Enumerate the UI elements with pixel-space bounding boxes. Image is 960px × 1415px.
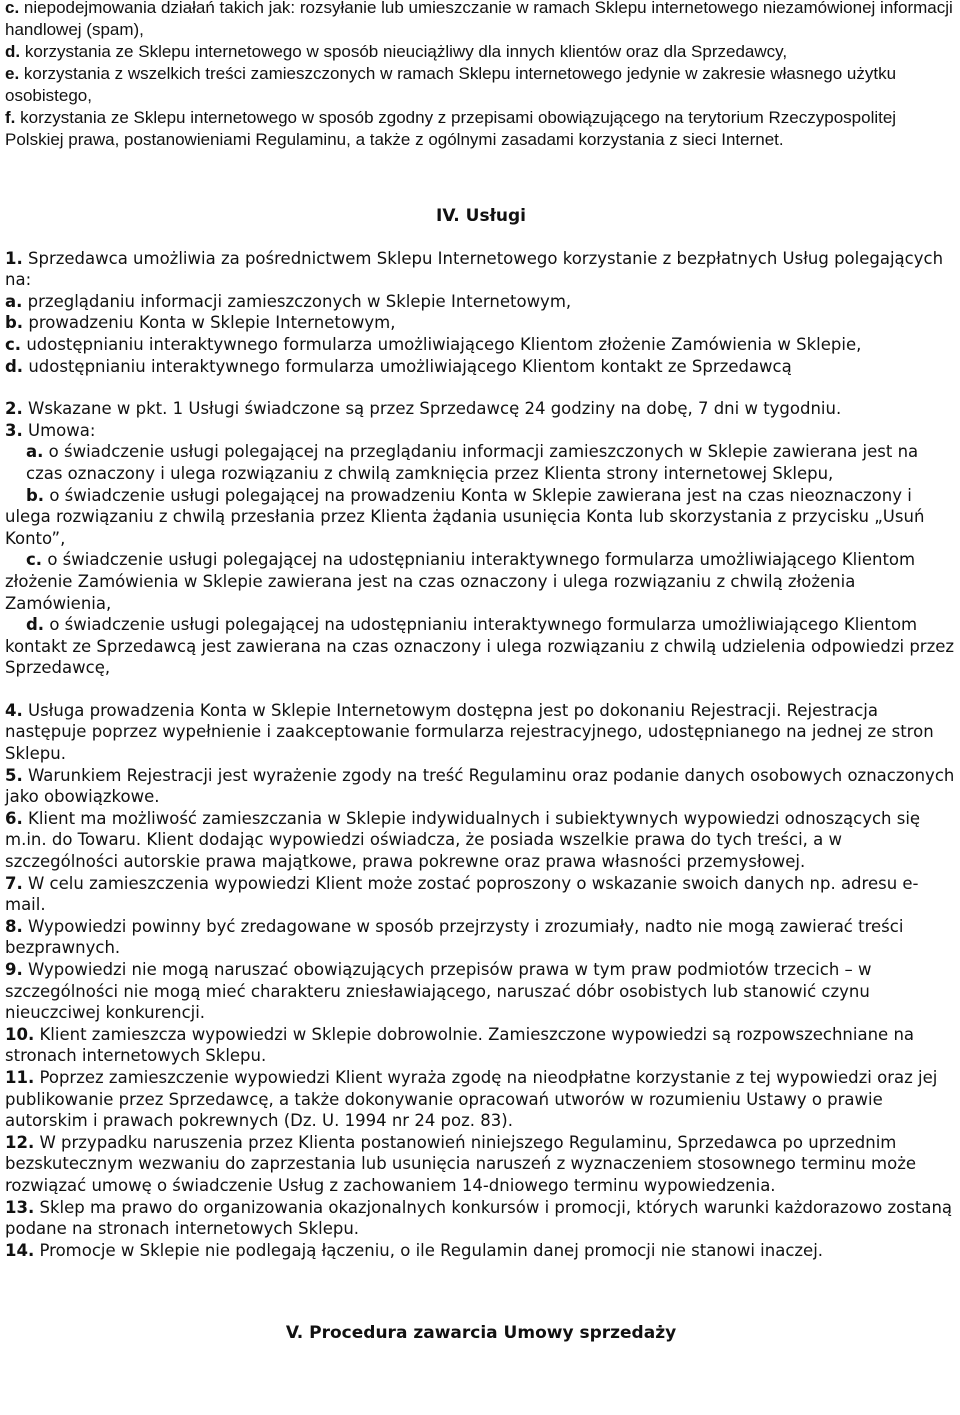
- section-heading-iv: IV. Usługi: [436, 206, 526, 226]
- list-item: [5, 873, 957, 916]
- item-text: udostępnianiu interaktywnego formularza umożliwiającego Klientom kontakt ze Sprzedawcą: [28, 356, 792, 376]
- item-text: o świadczenie usługi polegającej na udostępnianiu interaktywnego formularza umożliwiającego Klientom złożenie Zamówienia w Sklepie zawierana jest na czas oznaczony i ulega rozwiązaniu z chwilą złożenia Zamówienia,: [5, 550, 916, 613]
- list-item: [5, 1067, 957, 1132]
- item-text: udostępnianiu interaktywnego formularza umożliwiającego Klientom złożenie Zamówienia w Sklepie,: [26, 334, 862, 354]
- item-marker: b.: [5, 313, 24, 333]
- item-marker: 6.: [5, 808, 23, 828]
- item-marker: e.: [5, 64, 20, 83]
- item-marker: 13.: [5, 1197, 35, 1217]
- paragraph-1: [5, 248, 957, 291]
- item-text: Wskazane w pkt. 1 Usługi świadczone są przez Sprzedawcę 24 godziny na dobę, 7 dni w tygodniu.: [28, 399, 842, 419]
- item-marker: f.: [5, 108, 16, 127]
- item-text: Wypowiedzi powinny być zredagowane w sposób przejrzysty i zrozumiały, nadto nie mogą zawierać treści bezprawnych.: [5, 916, 904, 958]
- item-text: Warunkiem Rejestracji jest wyrażenie zgody na treść Regulaminu oraz podanie danych osobowych oznaczonych jako obowiązkowe.: [5, 765, 955, 807]
- item-text: Wypowiedzi nie mogą naruszać obowiązujących przepisów prawa w tym praw podmiotów trzecich – w szczególności nie mogą mieć charakteru zniesławiającego, naruszać dóbr osobistych lub stanowić czynu nieuczciwej konkurencji.: [5, 960, 872, 1023]
- item-text: o świadczenie usługi polegającej na prowadzeniu Konta w Sklepie zawierana jest na czas nieoznaczony i ulega rozwiązaniu z chwilą przesłania przez Klienta żądania usunięcia Konta lub skorzystania z przycisku „Usuń Konto”,: [5, 485, 925, 548]
- item-marker: 12.: [5, 1132, 35, 1152]
- item-text: W celu zamieszczenia wypowiedzi Klient może zostać poproszony o wskazanie swoich danych np. adresu e-mail.: [5, 873, 919, 915]
- list-item: [5, 1024, 957, 1067]
- list-item: [5, 1197, 957, 1240]
- item-marker: d.: [5, 42, 21, 61]
- list-item: [5, 1240, 957, 1262]
- item-marker: 14.: [5, 1240, 35, 1260]
- numbered-paragraphs: [5, 700, 957, 1261]
- item-text: Klient zamieszcza wypowiedzi w Sklepie dobrowolnie. Zamieszczone wypowiedzi są rozpowszechniane na stronach internetowych Sklepu.: [5, 1024, 915, 1066]
- item-marker: d.: [5, 356, 24, 376]
- list-item: [5, 700, 957, 765]
- item-text: Klient ma możliwość zamieszczania w Sklepie indywidualnych i subiektywnych wypowiedzi odnoszących się m.in. do Towaru. Klient dodając wypowiedzi oświadcza, że posiada wszelkie prawa do tych treści, a w szczególności autorskie prawa majątkowe, prawa pokrewne oraz prawa własności przemysłowej.: [5, 808, 921, 872]
- item-text: Poprzez zamieszczenie wypowiedzi Klient wyraża zgodę na nieodpłatne korzystanie z tej wypowiedzi oraz jej publikowanie przez Sprzedawcę, a także dokonywanie opracowań utworów w rozumieniu Ustawy o prawie autorskim i prawach pokrewnych (Dz. U. 1994 nr 24 poz. 83).: [5, 1067, 938, 1131]
- item-marker: 10.: [5, 1024, 35, 1044]
- item-marker: c.: [5, 0, 20, 17]
- item-marker: a.: [5, 291, 23, 311]
- item-marker: a.: [26, 442, 44, 462]
- list-item: [5, 485, 957, 550]
- item-text: korzystania ze Sklepu internetowego w sposób nieuciążliwy dla innych klientów oraz dla Sprzedawcy,: [24, 42, 788, 61]
- item-marker: d.: [26, 615, 45, 635]
- item-marker: 8.: [5, 916, 23, 936]
- item-marker: c.: [26, 550, 43, 570]
- list-item: [5, 63, 957, 107]
- list-item: [5, 0, 957, 41]
- item-marker: c.: [5, 334, 22, 354]
- list-item: [5, 441, 957, 484]
- item-marker: 2.: [5, 399, 23, 419]
- list-item: [5, 808, 957, 873]
- item-text: niepodejmowania działań takich jak: rozsyłanie lub umieszczanie w ramach Sklepu internetowego niezamówionej informacji handlowej (spam),: [5, 0, 953, 39]
- list-item: [5, 312, 957, 334]
- section-heading-v: V. Procedura zawarcia Umowy sprzedaży: [285, 1323, 677, 1344]
- item-text: korzystania ze Sklepu internetowego w sposób zgodny z przepisami obowiązującego na terytorium Rzeczypospolitej Polskiej prawa, postanowieniami Regulaminu, a także z ogólnymi zasadami korzystania z sieci Internet.: [5, 108, 897, 149]
- item-marker: 4.: [5, 700, 23, 720]
- list-item: [5, 549, 957, 614]
- list-item: [5, 614, 957, 679]
- list-item: [5, 356, 957, 378]
- item-text: Umowa:: [28, 420, 96, 440]
- list-item: [5, 334, 957, 356]
- list-item: [5, 765, 957, 808]
- item-text: Sprzedawca umożliwia za pośrednictwem Sklepu Internetowego korzystanie z bezpłatnych Usług polegających na:: [5, 248, 944, 290]
- item-marker: b.: [26, 485, 45, 505]
- list-item: [5, 959, 957, 1024]
- item-marker: 1.: [5, 248, 23, 268]
- item-text: W przypadku naruszenia przez Klienta postanowień niniejszego Regulaminu, Sprzedawca po uprzednim bezskutecznym wezwaniu do zaprzestania lub usunięcia naruszeń z wyznaczeniem stosownego terminu może rozwiązać umowę o świadczenie Usług z zachowaniem 14-dniowego terminu wypowiedzenia.: [5, 1132, 917, 1195]
- item-marker: 5.: [5, 765, 23, 785]
- intro-list: [5, 0, 957, 151]
- item-text: Sklep ma prawo do organizowania okazjonalnych konkursów i promocji, których warunki każdorazowo zostaną podane na stronach internetowych Sklepu.: [5, 1197, 953, 1239]
- item-text: prowadzeniu Konta w Sklepie Internetowym,: [28, 313, 396, 333]
- paragraph-2: [5, 398, 957, 420]
- list-item: [5, 916, 957, 959]
- item-marker: 7.: [5, 873, 23, 893]
- item-text: o świadczenie usługi polegającej na udostępnianiu interaktywnego formularza umożliwiającego Klientom kontakt ze Sprzedawcą jest zawierana na czas oznaczony i ulega rozwiązaniu z chwilą udzielenia odpowiedzi przez Sprzedawcę,: [5, 615, 955, 678]
- item-text: przeglądaniu informacji zamieszczonych w Sklepie Internetowym,: [27, 291, 572, 311]
- item-text: korzystania z wszelkich treści zamieszczonych w ramach Sklepu internetowego jedynie w zakresie własnego użytku osobistego,: [5, 64, 897, 105]
- item-marker: 11.: [5, 1067, 35, 1087]
- document-page: [5, 0, 957, 1345]
- item-marker: 3.: [5, 420, 23, 440]
- item-text: o świadczenie usługi polegającej na przeglądaniu informacji zamieszczonych w Sklepie zawierana jest na czas oznaczony i ulega rozwiązaniu z chwilą zamknięcia przez Klienta strony internetowej Sklepu,: [26, 442, 919, 483]
- list-item: [5, 1132, 957, 1197]
- item-text: Usługa prowadzenia Konta w Sklepie Internetowym dostępna jest po dokonaniu Rejestracji. Rejestracja następuje poprzez wypełnienie i zaakceptowanie formularza rejestracyjnego, udostępnianego na jednej ze stron Sklepu.: [5, 700, 934, 764]
- item-text: Promocje w Sklepie nie podlegają łączeniu, o ile Regulamin danej promocji nie stanowi inaczej.: [39, 1240, 824, 1260]
- list-item: [5, 107, 957, 151]
- list-item: [5, 291, 957, 313]
- paragraph-3: [5, 420, 957, 442]
- list-item: [5, 41, 957, 63]
- item-marker: 9.: [5, 960, 23, 979]
